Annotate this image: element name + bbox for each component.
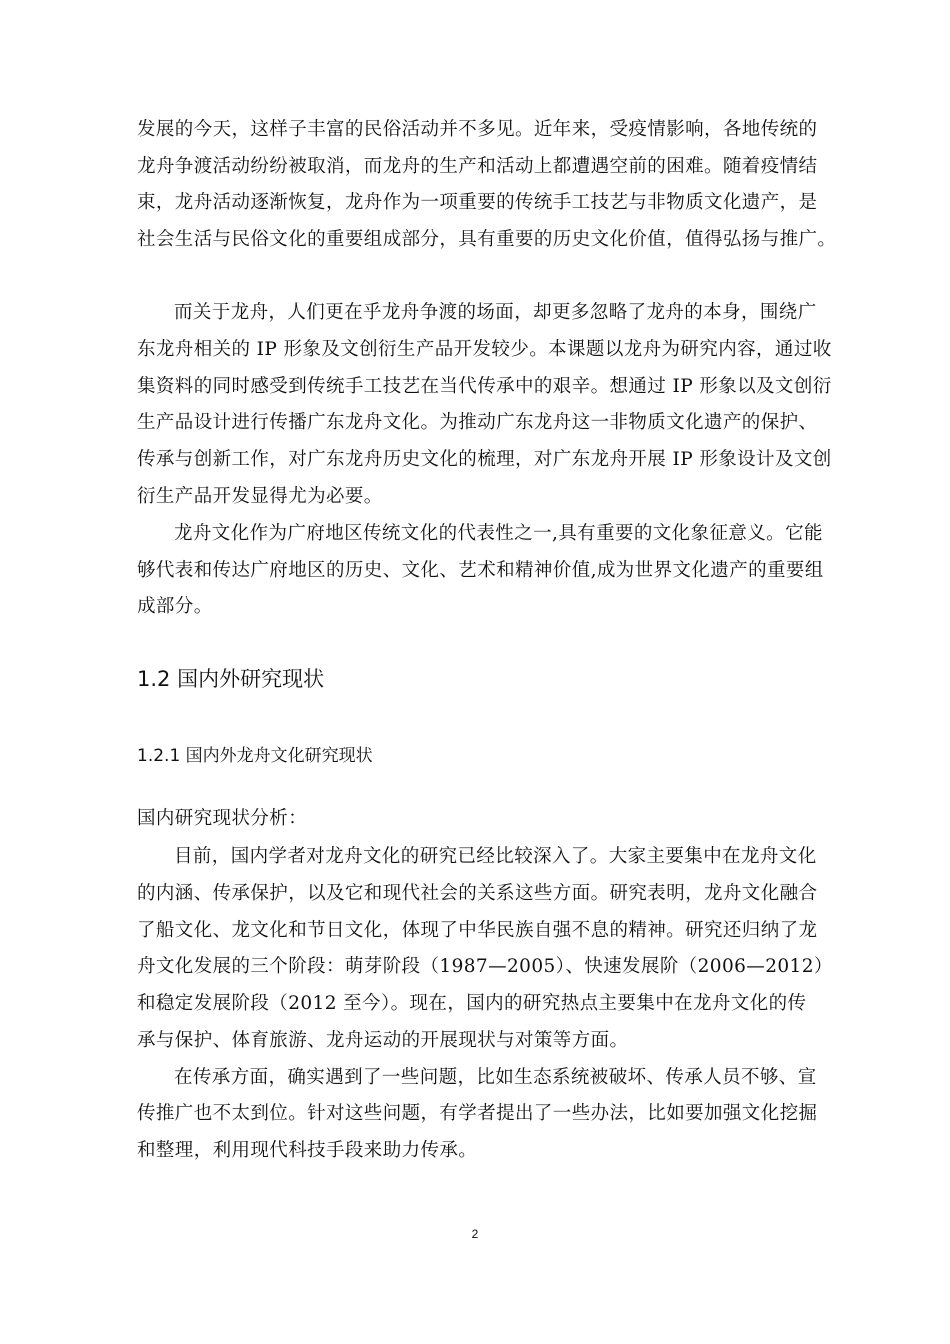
body-text-line: 集资料的同时感受到传统手工技艺在当代传承中的艰辛。想通过 IP 形象以及文创衍 [137, 376, 832, 397]
body-text-line: 而关于龙舟，人们更在乎龙舟争渡的场面，却更多忽略了龙舟的本身，围绕广 [174, 302, 817, 323]
body-text-line: 龙舟争渡活动纷纷被取消，而龙舟的生产和活动上都遭遇空前的困难。随着疫情结 [137, 156, 818, 177]
subsection-heading: 1.2.1 国内外龙舟文化研究现状 [137, 746, 373, 766]
body-text-line: 龙舟文化作为广府地区传统文化的代表性之一,具有重要的文化象征意义。它能 [174, 523, 823, 544]
body-text-line: 承与保护、体育旅游、龙舟运动的开展现状与对策等方面。 [137, 1030, 629, 1051]
body-text-line: 了船文化、龙文化和节日文化，体现了中华民族自强不息的精神。研究还归纳了龙 [137, 920, 818, 941]
body-text-line: 的内涵、传承保护，以及它和现代社会的关系这些方面。研究表明，龙舟文化融合 [137, 883, 818, 904]
body-text-line: 舟文化发展的三个阶段：萌芽阶段（1987—2005）、快速发展阶（2006—2012） [137, 956, 833, 977]
body-text-line: 和稳定发展阶段（2012 至今）。现在，国内的研究热点主要集中在龙舟文化的传 [137, 993, 807, 1014]
subtitle-text: 国内研究现状分析： [137, 808, 308, 829]
body-text-line: 够代表和传达广府地区的历史、文化、艺术和精神价值,成为世界文化遗产的重要组 [137, 560, 824, 581]
body-text-line: 衍生产品开发显得尤为必要。 [137, 486, 383, 507]
body-text-line: 目前，国内学者对龙舟文化的研究已经比较深入了。大家主要集中在龙舟文化 [174, 846, 817, 867]
body-text-line: 发展的今天，这样子丰富的民俗活动并不多见。近年来，受疫情影响，各地传统的 [137, 119, 818, 140]
page-number: 2 [471, 1227, 479, 1241]
body-text-line: 传承与创新工作，对广东龙舟历史文化的梳理，对广东龙舟开展 IP 形象设计及文创 [137, 449, 832, 470]
body-text-line: 东龙舟相关的 IP 形象及文创衍生产品开发较少。本课题以龙舟为研究内容，通过收 [137, 339, 832, 360]
section-heading: 1.2 国内外研究现状 [137, 667, 325, 691]
body-text-line: 成部分。 [137, 596, 213, 617]
body-text-line: 在传承方面，确实遇到了一些问题，比如生态系统被破坏、传承人员不够、宣 [174, 1067, 817, 1088]
body-text-line: 和整理，利用现代科技手段来助力传承。 [137, 1140, 478, 1161]
body-text-line: 生产品设计进行传播广东龙舟文化。为推动广东龙舟这一非物质文化遗产的保护、 [137, 412, 818, 433]
body-text-line: 束，龙舟活动逐渐恢复，龙舟作为一项重要的传统手工技艺与非物质文化遗产，是 [137, 192, 818, 213]
body-text-line: 传推广也不太到位。针对这些问题，有学者提出了一些办法，比如要加强文化挖掘 [137, 1103, 818, 1124]
body-text-line: 社会生活与民俗文化的重要组成部分，具有重要的历史文化价值，值得弘扬与推广。 [137, 229, 837, 250]
